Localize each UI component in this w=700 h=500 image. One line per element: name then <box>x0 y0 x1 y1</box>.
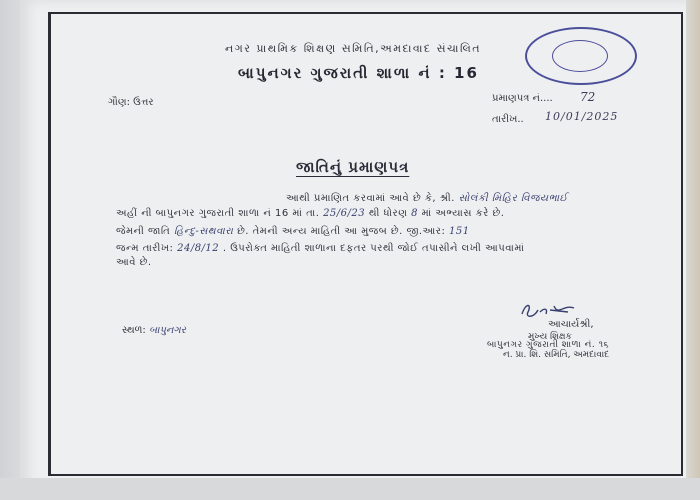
body-line-2-text: અહીં ની બાપુનગર ગુજરાતી શાળા નં 16 માં તા. <box>116 208 320 219</box>
certificate-title: જાતિનું પ્રમાણપત્ર <box>296 158 410 176</box>
body-line-3-mid: છે. તેમની અન્ય માહિતી આ મુજબ છે. જી.આર: <box>237 226 446 237</box>
header-school-name: બાપુનગર ગુજરાતી શાળા નં : 16 <box>238 64 479 82</box>
header-committee: નગર પ્રાથમિક શિક્ષણ સમિતિ,અમદાવાદ સંચાલિત <box>225 42 482 55</box>
signature-role: મુખ્ય શિક્ષક <box>528 332 572 342</box>
body-line-1-text: આથી પ્રમાણિત કરવામાં આવે છે કે, શ્રી. <box>286 193 455 204</box>
body-line-2-mid: થી ધોરણ <box>368 208 408 219</box>
date-value: 10/01/2025 <box>545 110 619 123</box>
background-bottom <box>0 478 700 500</box>
place-label: સ્થળ: <box>122 325 146 336</box>
body-line-2-suffix: માં અભ્યાસ કરે છે. <box>421 208 505 219</box>
student-name: સોલંકી મિહિર વિજયભાઈ <box>458 193 568 204</box>
medium-label: ગૌણ: ઉત્તર <box>108 97 154 108</box>
signature-school: બાપુનગર ગુજરાતી શાળા નં. ૧૬ <box>487 340 610 350</box>
body-line-4-text: જન્મ તારીખ: <box>116 243 174 254</box>
admission-date: 25/6/23 <box>323 208 366 219</box>
body-line-2 <box>116 208 504 219</box>
body-line-3 <box>116 226 470 237</box>
birth-date: 24/8/12 <box>177 243 220 254</box>
date-label: તારીખ.. <box>492 114 524 125</box>
certificate-number-value: 72 <box>580 90 596 104</box>
standard-value: 8 <box>411 208 418 219</box>
certificate-number-label: પ્રમાણપત્ર નં.... <box>492 93 553 104</box>
school-stamp-center <box>552 40 608 72</box>
body-line-4-suffix: . ઉપરોક્ત માહિતી શાળાના દફતર પરથી જોઈ તપાસીને લખી આપવામાં <box>222 243 525 254</box>
background-right <box>686 0 700 500</box>
gr-number: 151 <box>449 226 470 237</box>
signature-title: આચાર્યશ્રી, <box>548 319 594 330</box>
place-line <box>122 325 186 336</box>
caste-value: હિન્દુ-સથવારા <box>173 226 234 237</box>
place-value: બાપુનગર <box>148 325 186 336</box>
body-line-5: આવે છે. <box>116 257 152 268</box>
body-line-3-text: જેમની જાતિ <box>116 226 171 237</box>
body-line-4 <box>116 243 524 254</box>
signature-committee: ન. પ્રા. શિ. સમિતિ, અમદાવાદ <box>503 350 610 360</box>
body-line-1 <box>286 193 568 204</box>
